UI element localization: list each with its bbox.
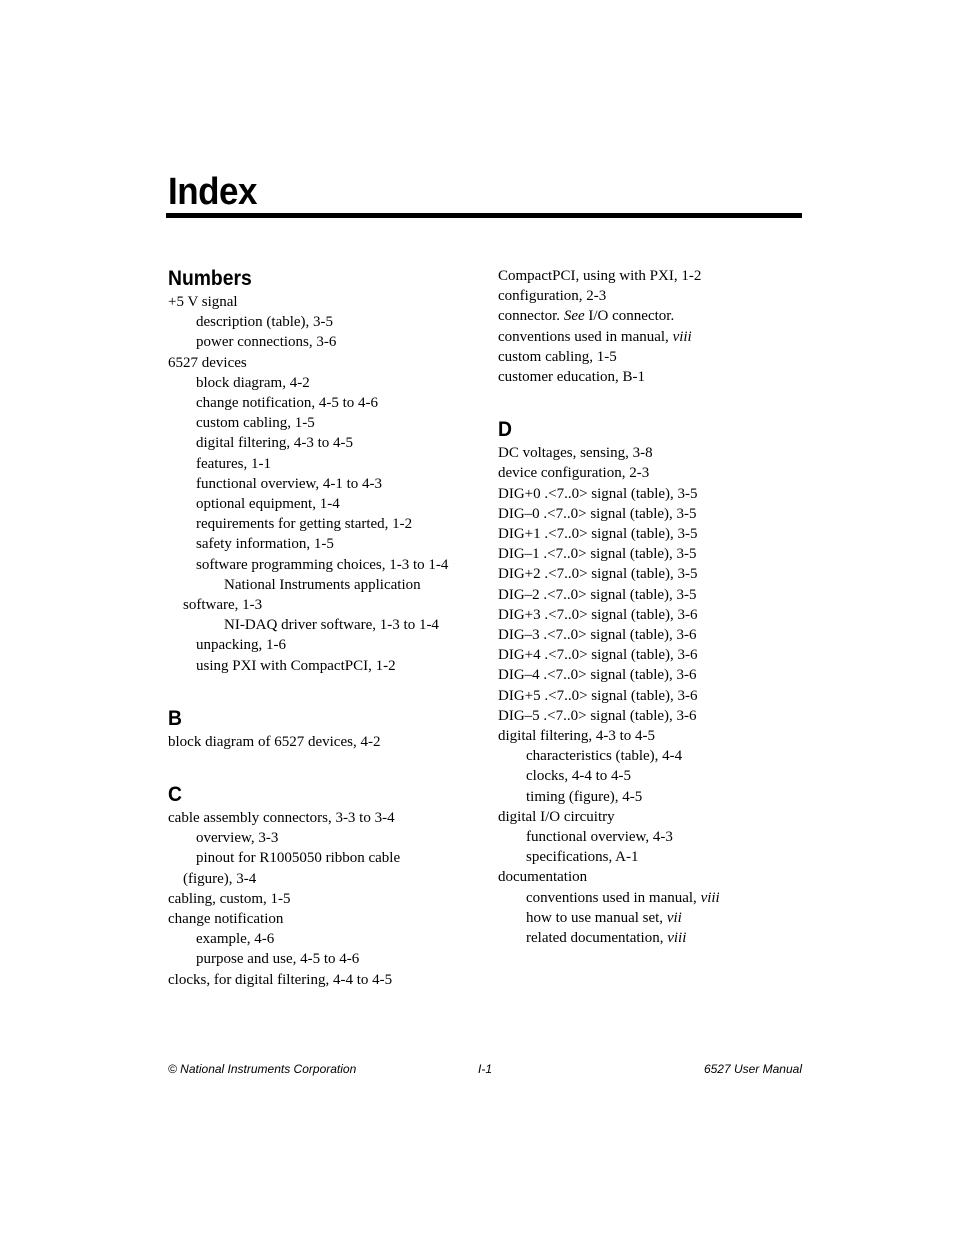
index-entry bbox=[498, 544, 798, 564]
index-entry-text: digital filtering, 4-3 to 4-5 bbox=[196, 435, 354, 452]
index-entry-text: cabling, custom, 1-5 bbox=[168, 890, 291, 907]
index-entry bbox=[498, 807, 798, 827]
index-entry-text: custom cabling, 1-5 bbox=[196, 415, 315, 432]
index-section bbox=[168, 782, 468, 990]
index-entry-text: documentation bbox=[498, 869, 588, 886]
index-entry bbox=[498, 443, 798, 463]
index-entry-text: software, 1-3 bbox=[183, 597, 263, 614]
index-entry-text: software programming choices, 1-3 to 1-4 bbox=[196, 556, 449, 573]
index-entry bbox=[498, 484, 798, 504]
index-entry-text: configuration, 2-3 bbox=[498, 288, 607, 305]
index-entry-italic-text: viii bbox=[700, 889, 720, 906]
index-entry bbox=[498, 665, 798, 685]
index-entry bbox=[168, 909, 468, 929]
index-entry bbox=[168, 413, 468, 433]
index-entry bbox=[168, 494, 468, 514]
index-entry bbox=[168, 949, 468, 969]
index-entry bbox=[168, 889, 468, 909]
index-entry bbox=[168, 970, 468, 990]
index-entry-text: functional overview, 4-3 bbox=[526, 829, 673, 846]
index-entry-text: DIG+1 .<7..0> signal (table), 3-5 bbox=[498, 526, 698, 543]
index-section bbox=[168, 266, 468, 676]
index-entry bbox=[168, 615, 468, 635]
index-entry-text: (figure), 3-4 bbox=[183, 870, 257, 887]
index-entry bbox=[498, 564, 798, 584]
index-entry bbox=[498, 847, 798, 867]
index-entry-text: power connections, 3-6 bbox=[196, 334, 337, 351]
index-entry bbox=[168, 635, 468, 655]
index-entry-text: digital filtering, 4-3 to 4-5 bbox=[498, 728, 656, 745]
index-entry-text: custom cabling, 1-5 bbox=[498, 348, 617, 365]
index-entry bbox=[168, 393, 468, 413]
title-rule bbox=[166, 213, 802, 218]
footer-page-number: I-1 bbox=[478, 1062, 493, 1076]
index-entry-text: DIG+4 .<7..0> signal (table), 3-6 bbox=[498, 647, 698, 664]
index-entry bbox=[498, 266, 798, 286]
index-entry bbox=[498, 504, 798, 524]
index-entry-text: unpacking, 1-6 bbox=[196, 637, 286, 654]
index-entry bbox=[498, 585, 798, 605]
page-title: Index bbox=[168, 171, 258, 213]
index-entry bbox=[498, 928, 798, 948]
index-entry-text: description (table), 3-5 bbox=[196, 314, 334, 331]
section-heading: Numbers bbox=[168, 267, 252, 290]
page-footer bbox=[168, 1062, 802, 1078]
index-entry bbox=[168, 433, 468, 453]
index-entry-italic-text: See bbox=[563, 308, 585, 325]
index-entry-text: characteristics (table), 4-4 bbox=[526, 748, 683, 765]
index-entry-text: clocks, 4-4 to 4-5 bbox=[526, 768, 631, 785]
index-entry bbox=[498, 867, 798, 887]
index-entry-text: timing (figure), 4-5 bbox=[526, 788, 643, 805]
index-entry bbox=[168, 454, 468, 474]
index-entry-text: optional equipment, 1-4 bbox=[196, 496, 340, 513]
index-entry bbox=[498, 347, 798, 367]
index-entry bbox=[168, 332, 468, 352]
index-entry-text: functional overview, 4-1 to 4-3 bbox=[196, 475, 383, 492]
index-column-left bbox=[168, 266, 468, 990]
index-entry-text: related documentation, bbox=[526, 930, 668, 947]
index-entry-text: using PXI with CompactPCI, 1-2 bbox=[196, 657, 396, 674]
index-entry bbox=[498, 888, 798, 908]
index-entry bbox=[498, 625, 798, 645]
index-entry-text: purpose and use, 4-5 to 4-6 bbox=[196, 951, 360, 968]
index-entry-italic-text: vii bbox=[666, 909, 682, 926]
index-entry-text: clocks, for digital filtering, 4-4 to 4-5 bbox=[168, 971, 393, 988]
index-entry bbox=[498, 908, 798, 928]
index-entry-text: CompactPCI, using with PXI, 1-2 bbox=[498, 268, 702, 284]
index-entry-italic-text: viii bbox=[667, 930, 687, 947]
index-entry bbox=[498, 686, 798, 706]
index-entry-text: overview, 3-3 bbox=[196, 830, 279, 847]
index-entry bbox=[498, 605, 798, 625]
section-spacer bbox=[168, 676, 468, 706]
footer-copyright: © National Instruments Corporation bbox=[168, 1062, 357, 1076]
index-entry bbox=[168, 732, 468, 752]
index-entry bbox=[168, 312, 468, 332]
index-entry-text: block diagram, 4-2 bbox=[196, 374, 310, 391]
index-entry bbox=[498, 746, 798, 766]
index-entry bbox=[498, 827, 798, 847]
index-entry bbox=[168, 292, 468, 312]
index-entry-text: DIG–4 .<7..0> signal (table), 3-6 bbox=[498, 667, 697, 684]
section-spacer bbox=[498, 387, 798, 417]
index-entry-text: DIG+3 .<7..0> signal (table), 3-6 bbox=[498, 606, 698, 623]
index-entry-text: DIG+5 .<7..0> signal (table), 3-6 bbox=[498, 687, 698, 704]
index-section bbox=[498, 266, 798, 387]
index-entry-text: National Instruments application bbox=[224, 576, 421, 593]
index-entry bbox=[168, 373, 468, 393]
index-entry-text: 6527 devices bbox=[168, 354, 247, 371]
index-entry bbox=[498, 645, 798, 665]
index-entry-text: DIG–0 .<7..0> signal (table), 3-5 bbox=[498, 505, 697, 522]
index-entry-text: safety information, 1-5 bbox=[196, 536, 334, 553]
index-section bbox=[168, 706, 468, 752]
index-entry-text: I/O connector. bbox=[584, 308, 675, 325]
index-entry bbox=[168, 656, 468, 676]
index-entry bbox=[168, 534, 468, 554]
index-entry-text: cable assembly connectors, 3-3 to 3-4 bbox=[168, 810, 395, 827]
index-section bbox=[498, 417, 798, 948]
index-entry bbox=[168, 474, 468, 494]
index-entry-text: NI-DAQ driver software, 1-3 to 1-4 bbox=[224, 617, 439, 634]
index-entry bbox=[168, 848, 468, 868]
index-entry-italic-text: viii bbox=[672, 328, 692, 345]
index-entry-text: DIG–1 .<7..0> signal (table), 3-5 bbox=[498, 546, 697, 563]
index-entry bbox=[498, 787, 798, 807]
index-entry-text: change notification bbox=[168, 911, 284, 928]
index-entry bbox=[168, 808, 468, 828]
index-entry-text: specifications, A-1 bbox=[526, 849, 639, 866]
index-entry bbox=[168, 514, 468, 534]
index-entry-text: how to use manual set, bbox=[526, 909, 667, 926]
index-entry-text: DIG–5 .<7..0> signal (table), 3-6 bbox=[498, 707, 697, 724]
index-entry bbox=[168, 575, 468, 595]
index-entry bbox=[498, 286, 798, 306]
index-entry bbox=[498, 306, 798, 326]
index-entry bbox=[168, 555, 468, 575]
index-entry bbox=[498, 726, 798, 746]
index-entry bbox=[498, 463, 798, 483]
index-entry-text: digital I/O circuitry bbox=[498, 808, 615, 825]
section-heading: B bbox=[168, 706, 182, 730]
index-entry-text: connector. bbox=[498, 308, 564, 325]
index-entry-text: requirements for getting started, 1-2 bbox=[196, 516, 413, 533]
index-entry bbox=[168, 869, 468, 889]
index-entry-text: customer education, B-1 bbox=[498, 369, 646, 386]
index-entry-text: +5 V signal bbox=[168, 294, 238, 310]
index-entry bbox=[168, 595, 468, 615]
index-entry-text: conventions used in manual, bbox=[526, 889, 701, 906]
index-entry-text: change notification, 4-5 to 4-6 bbox=[196, 395, 379, 412]
index-entry bbox=[168, 353, 468, 373]
index-entry-text: features, 1-1 bbox=[196, 455, 271, 472]
section-heading: D bbox=[498, 418, 512, 442]
index-entry bbox=[498, 367, 798, 387]
index-column-right bbox=[498, 266, 798, 948]
index-entry-text: pinout for R1005050 ribbon cable bbox=[196, 850, 401, 867]
footer-manual-title: 6527 User Manual bbox=[703, 1062, 802, 1076]
index-entry bbox=[168, 828, 468, 848]
index-entry bbox=[498, 524, 798, 544]
index-entry bbox=[498, 327, 798, 347]
index-entry-text: DIG+0 .<7..0> signal (table), 3-5 bbox=[498, 485, 698, 502]
index-entry bbox=[498, 706, 798, 726]
index-entry bbox=[498, 766, 798, 786]
index-entry-text: block diagram of 6527 devices, 4-2 bbox=[168, 733, 381, 750]
index-entry bbox=[168, 929, 468, 949]
index-entry-text: conventions used in manual, bbox=[498, 328, 673, 345]
section-spacer bbox=[168, 752, 468, 782]
index-entry-text: DIG–2 .<7..0> signal (table), 3-5 bbox=[498, 586, 697, 603]
index-entry-text: DIG+2 .<7..0> signal (table), 3-5 bbox=[498, 566, 698, 583]
index-entry-text: DC voltages, sensing, 3-8 bbox=[498, 445, 653, 462]
section-heading: C bbox=[168, 783, 182, 807]
index-entry-text: device configuration, 2-3 bbox=[498, 465, 650, 482]
index-entry-text: DIG–3 .<7..0> signal (table), 3-6 bbox=[498, 627, 697, 644]
index-entry-text: example, 4-6 bbox=[196, 931, 275, 948]
